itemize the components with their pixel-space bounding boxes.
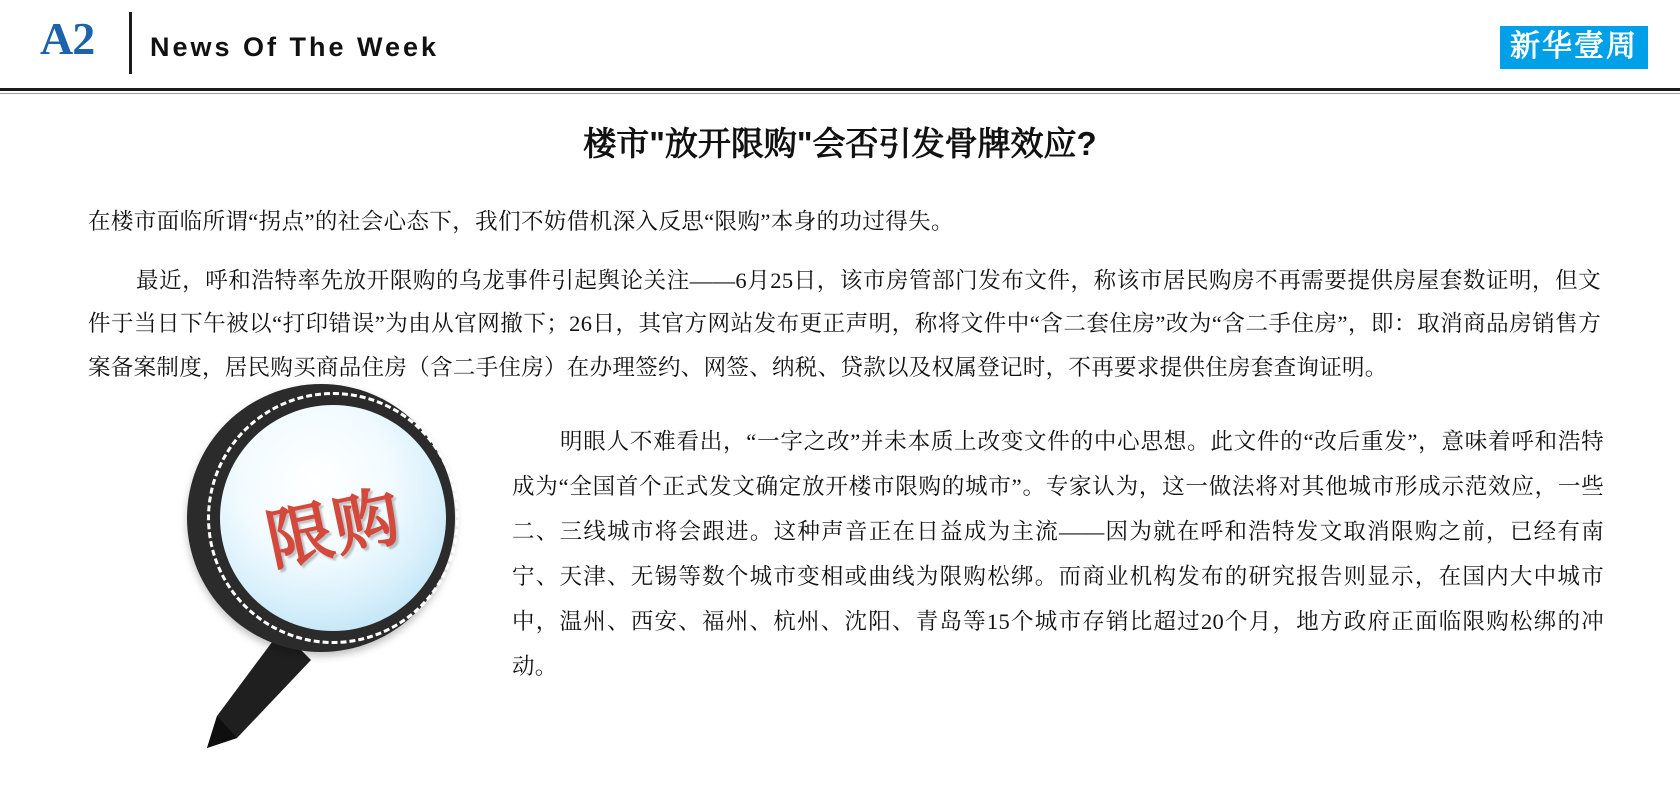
article-body — [0, 96, 1680, 679]
article-paragraph-1: 最近，呼和浩特率先放开限购的乌龙事件引起舆论关注——6月25日，该市房管部门发布文件，称该市居民购房不再需要提供房屋套数证明，但文件于当日下午被以“打印错误”为由从官网撤下；26日，其官方网站发布更正声明，称将文件中“含二套住房”改为“含二手住房”，即：取消商品房销售方案备案制度，居民购买商品住房（含二手住房）在办理签约、网签、纳税、贷款以及权属登记时，不再要求提供住房套查询证明。 — [88, 267, 1601, 381]
magnifier-rim — [187, 384, 455, 652]
masthead — [0, 0, 1680, 92]
article-lead: 在楼市面临所谓“拐点”的社会心态下，我们不妨借机深入反思“限购”本身的功过得失。 — [88, 208, 954, 234]
section-title: News Of The Week — [150, 32, 440, 62]
lens-text: 限购 — [260, 479, 409, 580]
magnifying-glass-illustration — [175, 384, 485, 764]
masthead-rule-thick — [0, 88, 1680, 91]
masthead-rule-thin — [0, 93, 1680, 94]
magnifier-lens — [220, 405, 446, 631]
brand-logo: 新华壹周 — [1500, 26, 1648, 69]
article-paragraph-2: 明眼人不难看出，“一字之改”并未本质上改变文件的中心思想。此文件的“改后重发”，意味着呼和浩特成为“全国首个正式发文确定放开楼市限购的城市”。专家认为，这一做法将对其他城市形成示范效应，一些二、三线城市将会跟进。这种声音正在日益成为主流——因为就在呼和浩特发文取消限购之前，已经有南宁、天津、无锡等数个城市变相或曲线为限购松绑。而商业机构发布的研究报告则显示，在国内大中城市中，温州、西安、福州、杭州、沈阳、青岛等15个城市存销比超过20个月，地方政府正面临限购松绑的冲动。 — [512, 428, 1604, 679]
page-number: A2 — [40, 13, 95, 64]
masthead-divider — [129, 12, 132, 74]
page-title: 楼市"放开限购"会否引发骨牌效应? — [583, 125, 1097, 162]
